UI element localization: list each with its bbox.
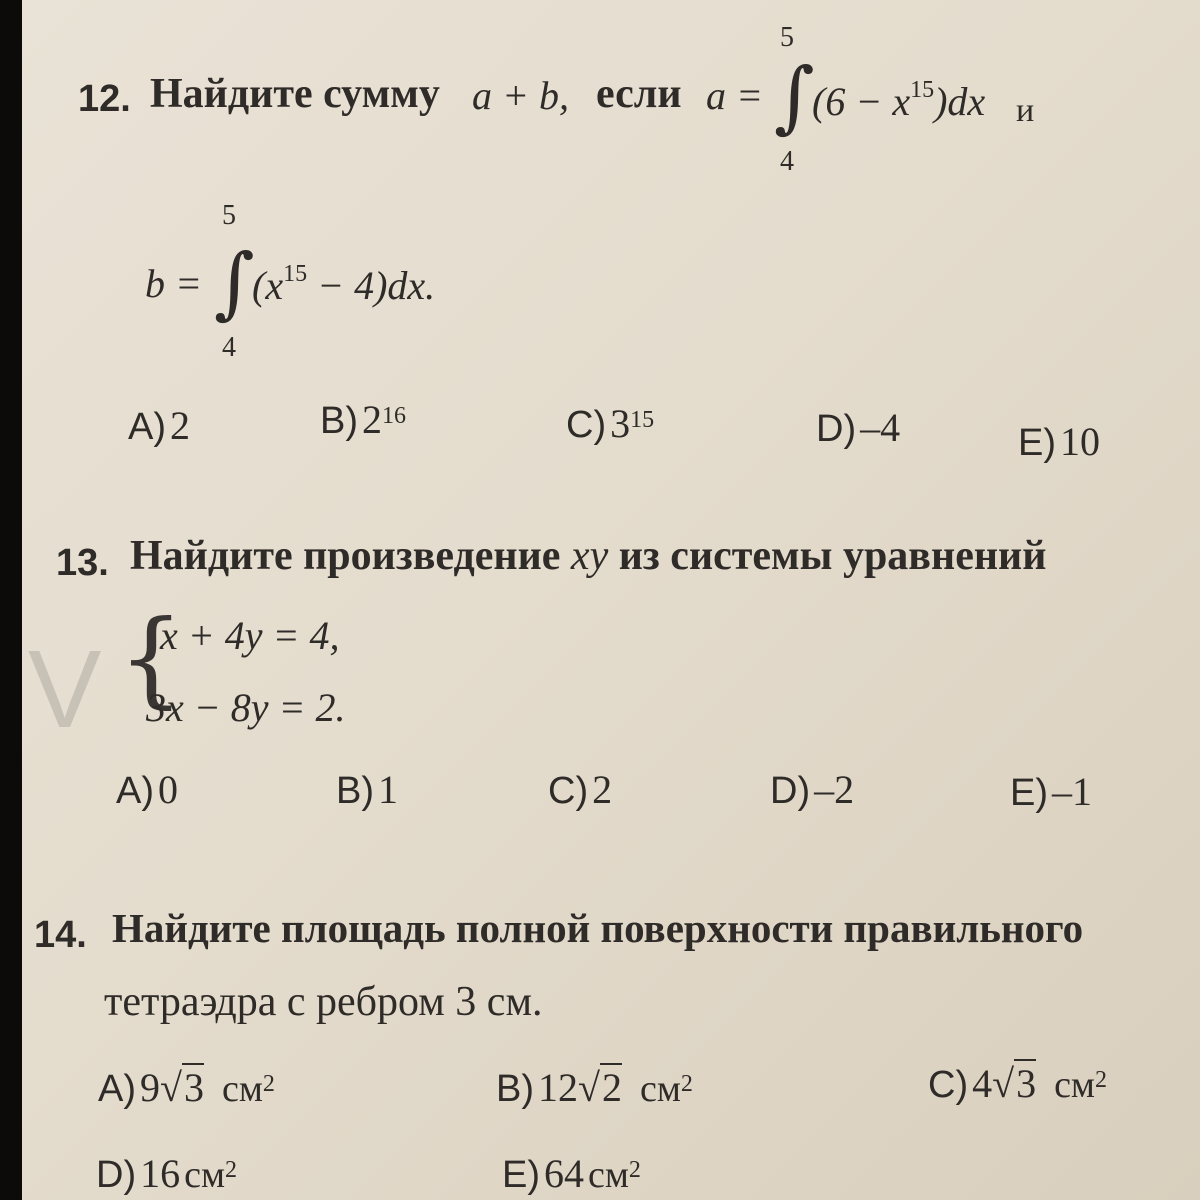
a-integrand [812,78,985,125]
a-integrand-base: (6 − x [812,79,911,124]
check-mark: V [28,628,102,751]
question-number: 14. [34,914,87,956]
b-exponent: 15 [283,260,308,287]
equation-1: x + 4y = 4, [160,613,340,658]
if-word: если [596,71,682,117]
option-b[interactable]: B) $2^{16}$ [320,397,406,442]
system-brace-icon: { [118,597,185,719]
option-a[interactable]: A) 9√3 $см^2$ [98,1065,275,1110]
option-e[interactable]: E) 10 [1018,419,1100,464]
and-word: и [1016,92,1035,129]
xy-variable: xy [570,533,609,579]
a-lhs: a = [706,73,763,118]
option-e[interactable]: E) –1 [1010,769,1092,814]
option-c[interactable]: C) $3^{15}$ [566,401,655,446]
a-lower-limit: 4 [780,146,794,177]
b-lower-limit: 4 [222,332,236,363]
question-text-line-1: Найдите площадь полной поверхности правильного [112,905,1084,951]
question-text-line-2: тетраэдра с ребром 3 см. [104,979,543,1025]
option-c[interactable]: C) 2 [548,767,613,812]
photo-dark-edge [0,0,22,1200]
b-integral-sign: ∫ [214,238,255,328]
sqrt-icon: √ [992,1061,1015,1106]
a-exponent: 15 [910,76,935,103]
option-d[interactable]: D) –2 [770,767,855,812]
question-text: Найдите сумму [150,71,440,117]
question-number: 13. [56,542,109,584]
option-d[interactable]: D) –4 [816,405,901,450]
b-lhs: b = [145,261,202,306]
a-integrand-tail: )dx [934,79,986,124]
option-c[interactable]: C) 4√3 $см^2$ [928,1061,1107,1106]
option-e[interactable]: E) 64 $см^2$ [502,1151,641,1196]
option-b[interactable]: B) 1 [336,767,398,812]
option-b[interactable]: B) 12√2 $см^2$ [496,1065,693,1110]
b-upper-limit: 5 [222,200,236,231]
b-integrand [252,262,435,309]
b-integrand-tail: − 4)dx. [307,263,436,308]
a-integral-sign: ∫ [774,52,815,142]
option-d[interactable]: D) 16 $см^2$ [96,1151,238,1196]
question-text: Найдите произведение xy из системы уравнений [130,533,1047,579]
sqrt-icon: √ [160,1065,182,1110]
sqrt-icon: √ [578,1065,600,1110]
option-a[interactable]: A) 2 [128,403,190,448]
a-upper-limit: 5 [780,22,794,53]
question-number: 12. [78,78,131,120]
sum-expression: a + b, [472,73,569,118]
equation-2: 3x − 8y = 2. [146,685,346,730]
option-a[interactable]: A) 0 [116,767,178,812]
b-integrand-base: (x [252,263,284,308]
